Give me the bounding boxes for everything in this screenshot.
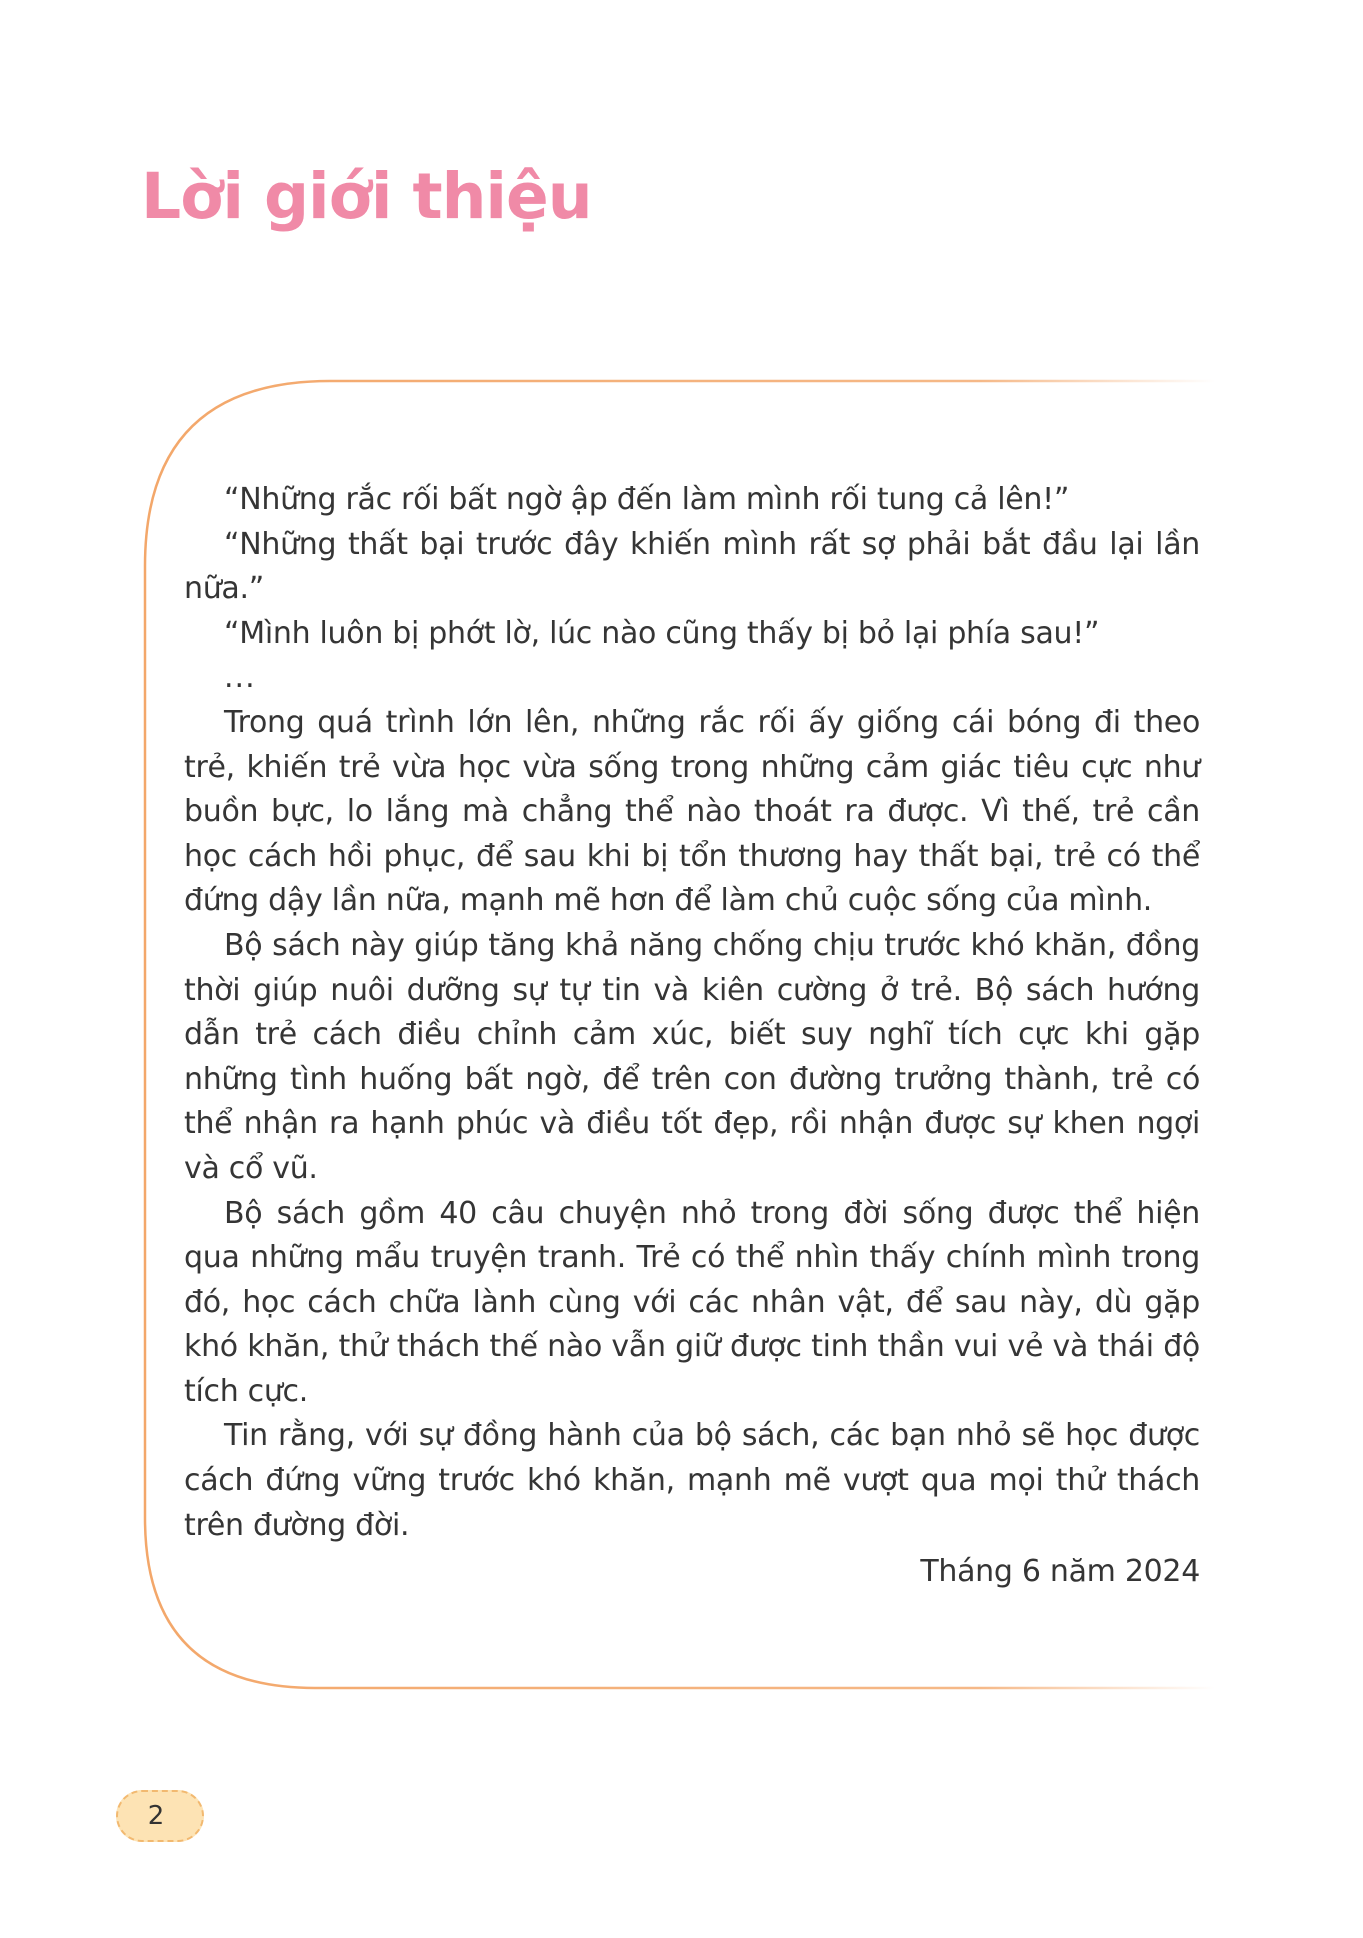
quote-line: “Mình luôn bị phớt lờ, lúc nào cũng thấy bị bỏ lại phía sau!” [224,615,1100,651]
quote-line: “Những rắc rối bất ngờ ập đến làm mình rối tung cả lên!” [224,482,1070,517]
date-signoff: Tháng 6 năm 2024 [920,1554,1200,1590]
ellipsis: ... [224,660,256,696]
body-paragraph: Trong quá trình lớn lên, những rắc rối ấy giống cái bóng đi theo trẻ, khiến trẻ vừa học vừa sống trong những cảm giác tiêu cực như buồn bực, lo lắng mà chẳng thể nào thoát ra được. Vì thế, trẻ cần học cách hồi phục, để sau khi bị tổn thương hay thất bại, trẻ có thể đứng dậy lần nữa, mạnh mẽ hơn để làm chủ cuộc sống của mình. [184,704,1200,919]
page-number-badge [116,1790,204,1842]
quote-line: “Những thất bại trước đây khiến mình rất sợ phải bắt đầu lại lần nữa.” [184,526,1200,607]
intro-text [184,478,1200,1595]
body-paragraph: Bộ sách gồm 40 câu chuyện nhỏ trong đời sống được thể hiện qua những mẩu truyện tranh. Trẻ có thể nhìn thấy chính mình trong đó, học cách chữa lành cùng với các nhân vật, để sau này, dù gặp khó khăn, thử thách thế nào vẫn giữ được tinh thần vui vẻ và thái độ tích cực. [184,1195,1200,1409]
page-title: Lời giới thiệu [141,160,592,233]
page-number: 2 [147,1801,165,1831]
body-paragraph: Tin rằng, với sự đồng hành của bộ sách, các bạn nhỏ sẽ học được cách đứng vững trước khó khăn, mạnh mẽ vượt qua mọi thử thách trên đường đời. [184,1418,1200,1543]
body-paragraph: Bộ sách này giúp tăng khả năng chống chịu trước khó khăn, đồng thời giúp nuôi dưỡng sự tự tin và kiên cường ở trẻ. Bộ sách hướng dẫn trẻ cách điều chỉnh cảm xúc, biết suy nghĩ tích cực khi gặp những tình huống bất ngờ, để trên con đường trưởng thành, trẻ có thể nhận ra hạnh phúc và điều tốt đẹp, rồi nhận được sự khen ngợi và cổ vũ. [184,927,1200,1186]
